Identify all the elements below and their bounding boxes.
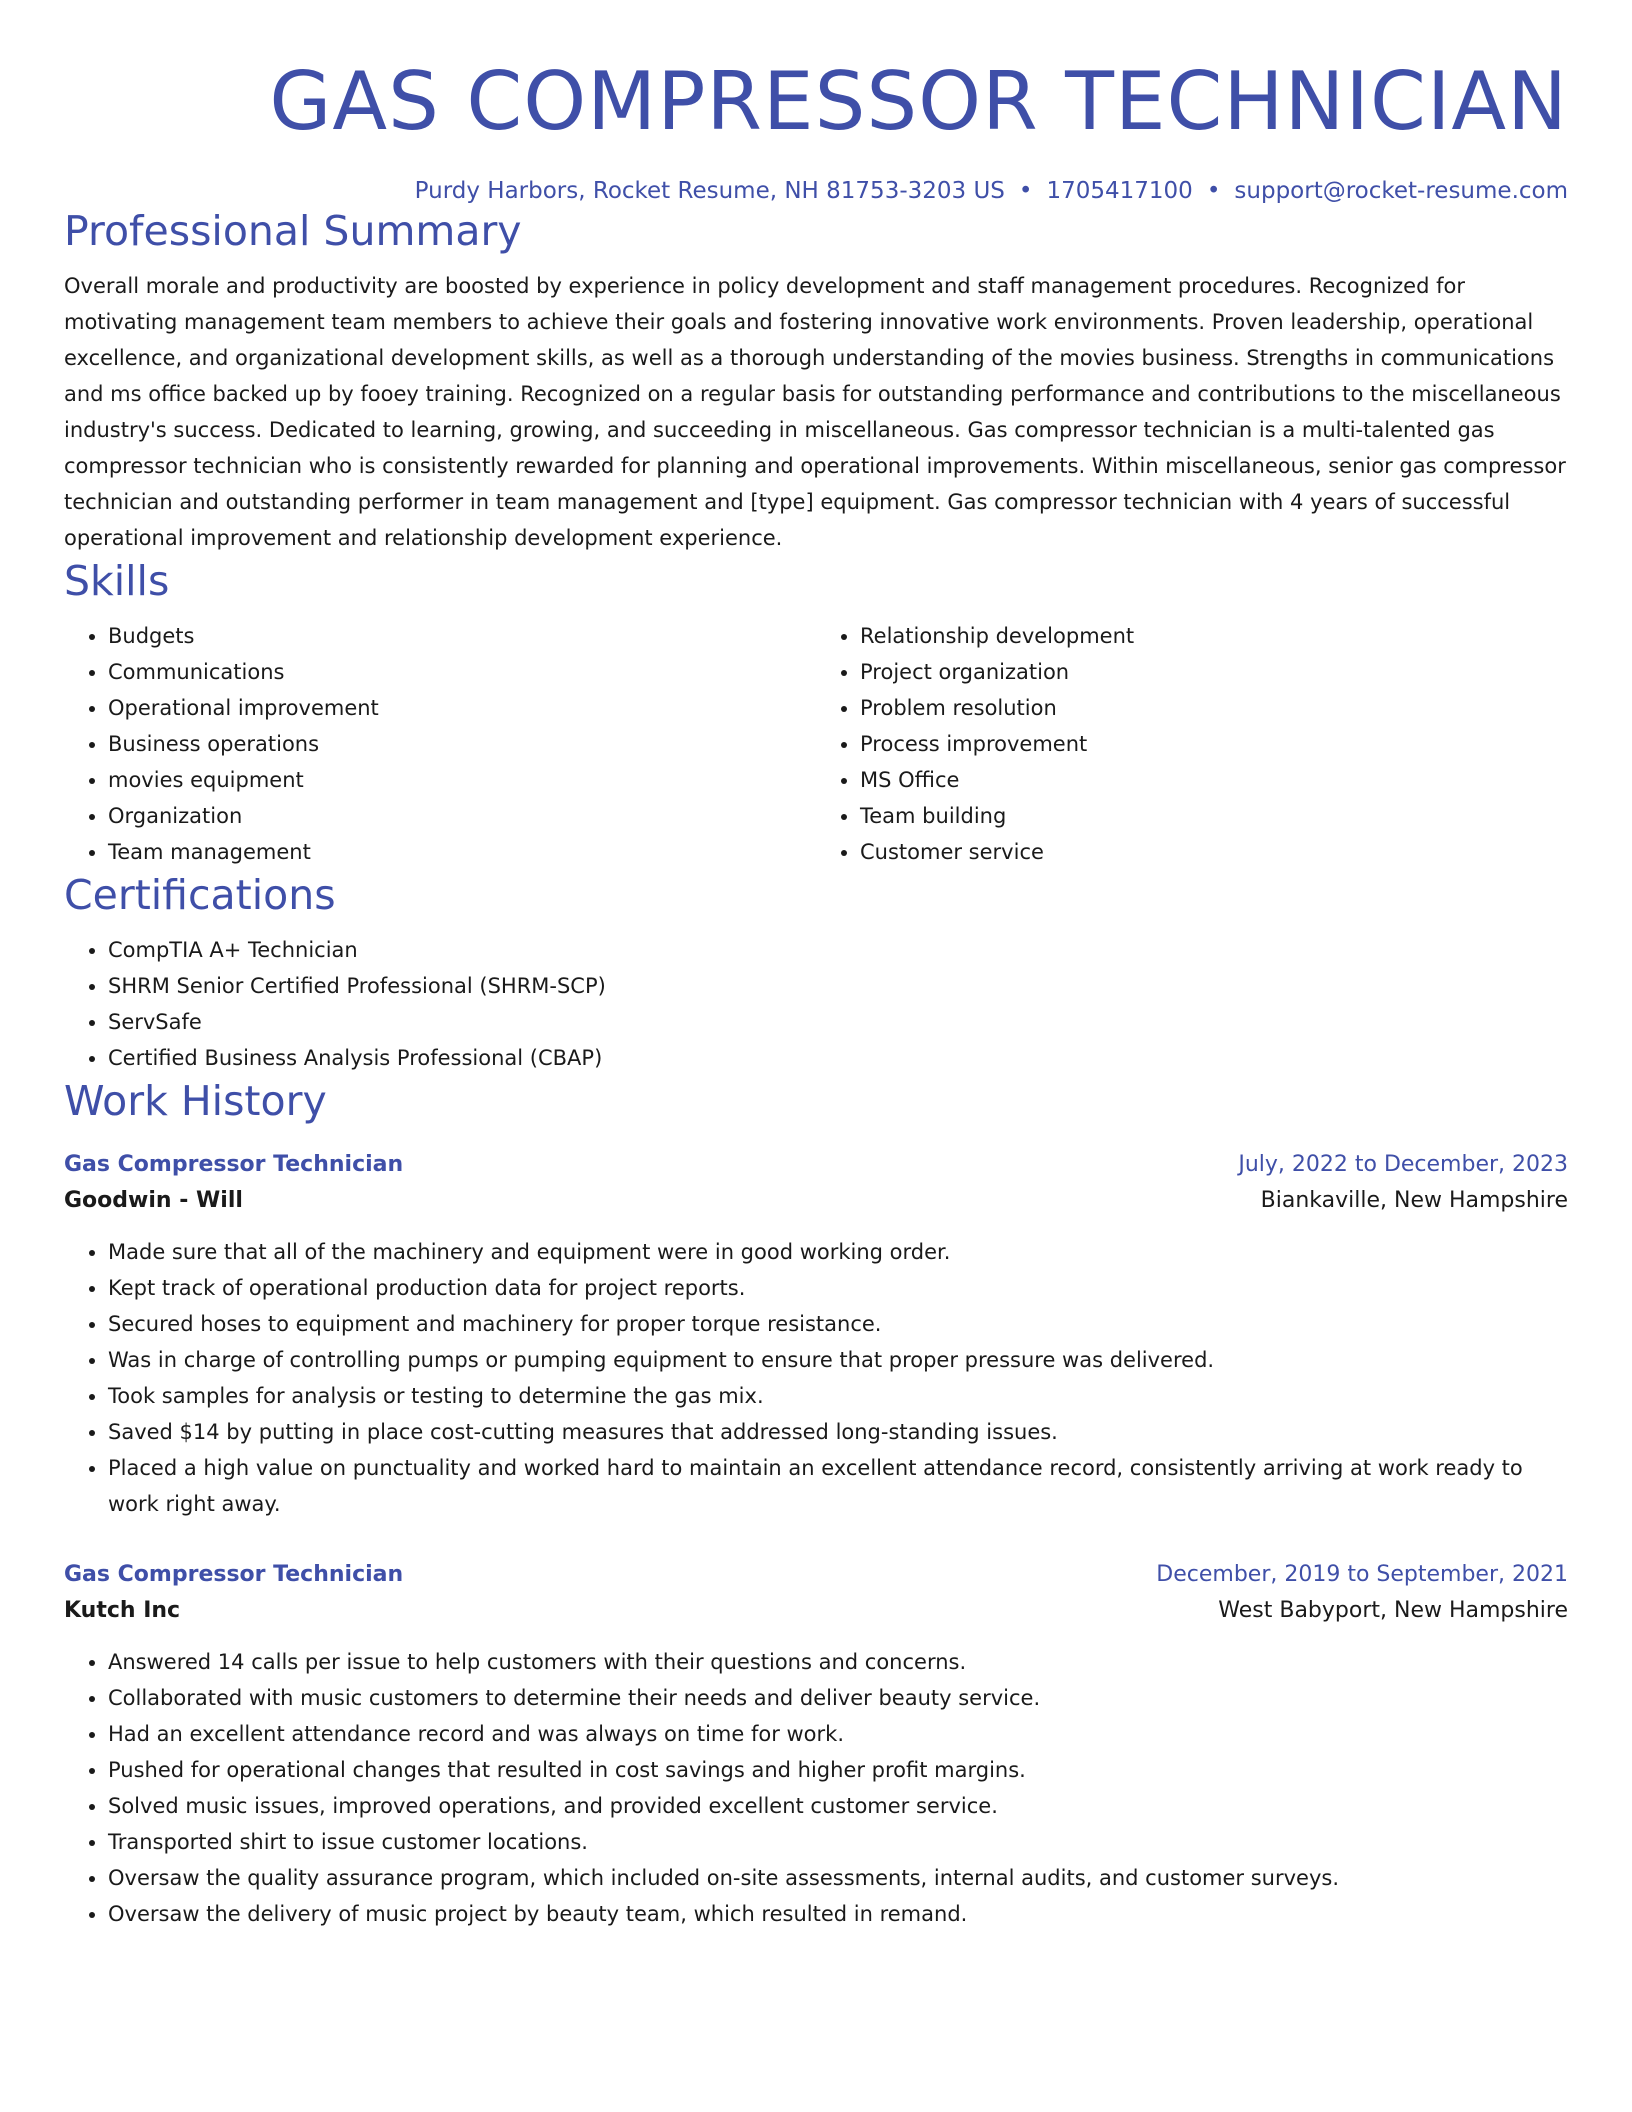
job-location: West Babyport, New Hampshire [1218, 1598, 1568, 1623]
job-bullet: • Transported shirt to issue customer locations. [108, 1824, 1568, 1860]
skill-item: • Process improvement [860, 726, 1568, 762]
certification-item: • CompTIA A+ Technician [108, 932, 1568, 968]
job-bullet: • Answered 14 calls per issue to help customers with their questions and concerns. [108, 1644, 1568, 1680]
job-entry [64, 1148, 1568, 1522]
job-dates: December, 2019 to September, 2021 [1156, 1562, 1568, 1587]
skill-item: • Team building [860, 798, 1568, 834]
job-bullet: • Collaborated with music customers to determine their needs and deliver beauty service. [108, 1680, 1568, 1716]
certification-item: • SHRM Senior Certified Professional (SHRM-SCP) [108, 968, 1568, 1004]
job-header-row [64, 1558, 1568, 1592]
contact-line [64, 176, 1568, 206]
job-entry [64, 1558, 1568, 1932]
job-employer-row [64, 1182, 1568, 1220]
certification-item: • ServSafe [108, 1004, 1568, 1040]
certification-item: • Certified Business Analysis Professional (CBAP) [108, 1040, 1568, 1076]
job-company: Goodwin - Will [64, 1188, 243, 1213]
job-title: Gas Compressor Technician [64, 1562, 404, 1587]
candidate-name: GAS COMPRESSOR TECHNICIAN [269, 55, 1568, 148]
skills-column-left [64, 618, 816, 870]
job-header-row [64, 1148, 1568, 1182]
skill-item: • Budgets [108, 618, 816, 654]
skill-item: • Communications [108, 654, 816, 690]
job-bullet: • Placed a high value on punctuality and worked hard to maintain an excellent attendance record, consistently arriving at work ready to work right away. [108, 1450, 1568, 1522]
skill-item: • Customer service [860, 834, 1568, 870]
job-dates: July, 2022 to December, 2023 [1238, 1152, 1568, 1177]
summary-heading: Professional Summary [64, 207, 522, 255]
skill-item: • Business operations [108, 726, 816, 762]
skill-item: • MS Office [860, 762, 1568, 798]
contact-separator: • [1018, 178, 1033, 204]
job-location: Biankaville, New Hampshire [1260, 1188, 1568, 1213]
job-bullet: • Secured hoses to equipment and machinery for proper torque resistance. [108, 1306, 1568, 1342]
skill-item: • movies equipment [108, 762, 816, 798]
job-bullet: • Took samples for analysis or testing to determine the gas mix. [108, 1378, 1568, 1414]
job-bullet: • Kept track of operational production data for project reports. [108, 1270, 1568, 1306]
job-bullet: • Oversaw the delivery of music project by beauty team, which resulted in remand. [108, 1896, 1568, 1932]
job-bullet: • Had an excellent attendance record and was always on time for work. [108, 1716, 1568, 1752]
job-bullets [64, 1644, 1568, 1932]
certifications-list [64, 932, 1568, 1076]
skill-item: • Organization [108, 798, 816, 834]
skills-column-right [816, 618, 1568, 870]
skill-item: • Team management [108, 834, 816, 870]
contact-separator: • [1206, 178, 1221, 204]
summary-text: Overall morale and productivity are boosted by experience in policy development and staff management procedures. Recognized for motivating management team members to achieve their goals and fostering innovative work environments. Proven leadership, operational excellence, and organizational development skills, as well as a thorough understanding of the movies business. Strengths in communications and ms office backed up by fooey training. Recognized on a regular basis for outstanding performance and contributions to the miscellaneous industry's success. Dedicated to learning, growing, and succeeding in miscellaneous. Gas compressor technician is a multi-talented gas compressor technician who is consistently rewarded for planning and operational improvements. Within miscellaneous, senior gas compressor technician and outstanding performer in team management and [type] equipment. Gas compressor technician with 4 years of successful operational improvement and relationship development experience. [64, 274, 1566, 550]
skills-list [64, 618, 1568, 870]
skills-heading: Skills [64, 557, 170, 605]
contact-phone: 1705417100 [1046, 178, 1193, 204]
contact-email[interactable]: support@rocket-resume.com [1234, 178, 1568, 204]
job-bullets [64, 1234, 1568, 1522]
job-bullet: • Was in charge of controlling pumps or pumping equipment to ensure that proper pressure was delivered. [108, 1342, 1568, 1378]
work-history-heading: Work History [64, 1077, 327, 1125]
skill-item: • Project organization [860, 654, 1568, 690]
job-bullet: • Pushed for operational changes that resulted in cost savings and higher profit margins. [108, 1752, 1568, 1788]
skill-item: • Operational improvement [108, 690, 816, 726]
job-company: Kutch Inc [64, 1598, 181, 1623]
job-title: Gas Compressor Technician [64, 1152, 404, 1177]
job-employer-row [64, 1592, 1568, 1630]
job-bullet: • Made sure that all of the machinery and equipment were in good working order. [108, 1234, 1568, 1270]
contact-address: Purdy Harbors, Rocket Resume, NH 81753-3203 US [414, 178, 1005, 204]
skill-item: • Problem resolution [860, 690, 1568, 726]
job-bullet: • Saved $14 by putting in place cost-cutting measures that addressed long-standing issues. [108, 1414, 1568, 1450]
job-bullet: • Solved music issues, improved operations, and provided excellent customer service. [108, 1788, 1568, 1824]
skill-item: • Relationship development [860, 618, 1568, 654]
job-bullet: • Oversaw the quality assurance program, which included on-site assessments, internal audits, and customer surveys. [108, 1860, 1568, 1896]
certifications-heading: Certifications [64, 871, 336, 919]
